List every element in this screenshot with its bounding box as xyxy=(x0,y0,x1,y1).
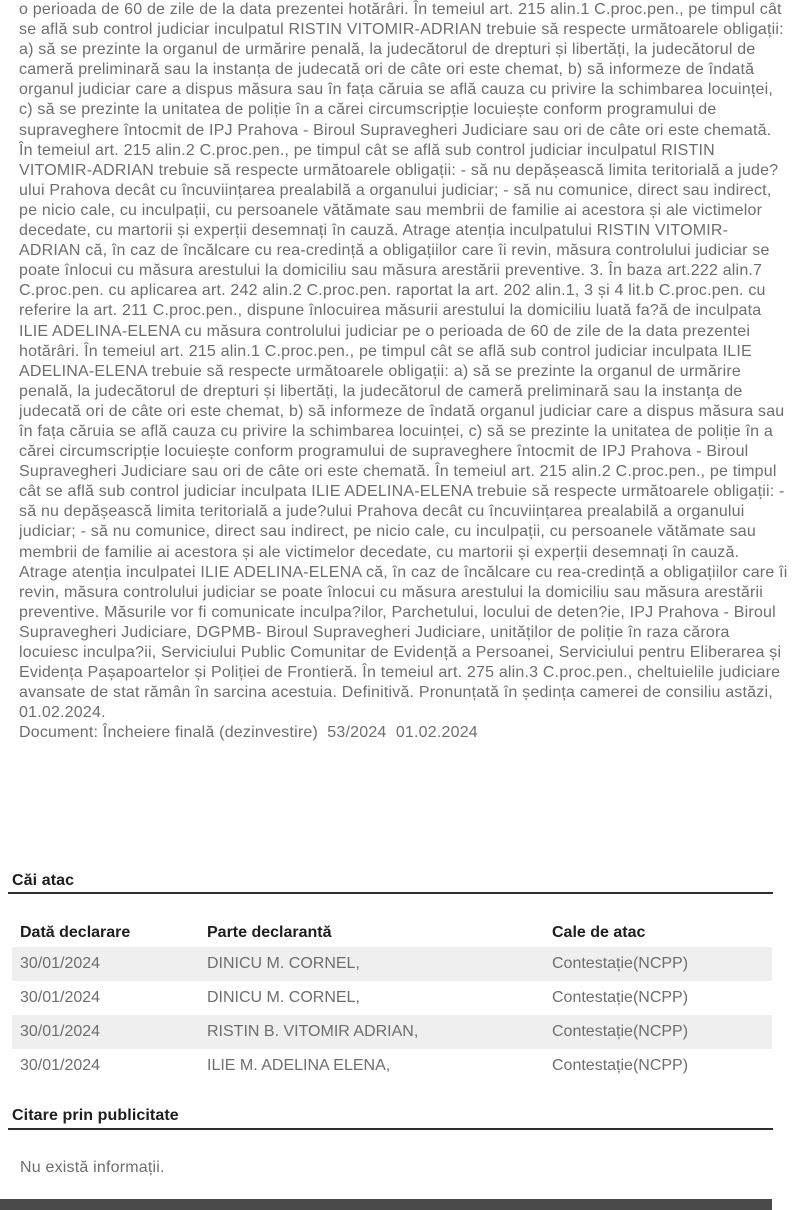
column-header-appeal-type: Cale de atac xyxy=(552,924,646,941)
cell-party: ILIE M. ADELINA ELENA, xyxy=(207,1057,391,1074)
cell-party: RISTIN B. VITOMIR ADRIAN, xyxy=(207,1023,419,1040)
cell-appeal-type: Contestație(NCPP) xyxy=(552,1057,689,1074)
cell-party: DINICU M. CORNEL, xyxy=(207,955,360,972)
cell-date: 30/01/2024 xyxy=(20,955,101,972)
cell-date: 30/01/2024 xyxy=(20,1057,101,1074)
appeals-table-header-row xyxy=(12,919,772,947)
no-information-text: Nu există informații. xyxy=(20,1159,165,1176)
cell-appeal-type: Contestație(NCPP) xyxy=(552,955,689,972)
appeals-section-divider xyxy=(8,892,773,894)
column-header-date-declared: Dată declarare xyxy=(20,924,131,941)
appeals-table xyxy=(12,919,772,1083)
table-row xyxy=(12,1015,772,1049)
citation-section-title: Citare prin publicitate xyxy=(12,1107,179,1124)
footer-bar xyxy=(0,1199,772,1210)
citation-section-divider xyxy=(8,1128,773,1130)
decision-text-block xyxy=(19,0,789,846)
decision-body-text: o perioada de 60 de zile de la data prezentei hotărâri. În temeiul art. 215 alin.1 C.proc.pen., pe timpul cât se află sub control judiciar inculpatul RISTIN VITOMIR-ADRIAN trebuie să respecte următoarele obligații: a) să se prezinte la organul de urmărire penală, la judecătorul de drepturi și libertăți, la judecătorul de cameră preliminară sau la instanța de judecată ori de câte ori este chemat, b) să informeze de îndată organul judiciar care a dispus măsura sau în fața căruia se află cauza cu privire la schimbarea locuinței, c) să se prezinte la unitatea de poliție în a cărei circumscripție locuiește conform programului de supraveghere întocmit de IPJ Prahova - Biroul Supravegheri Judiciare sau ori de câte ori este chemată. În temeiul art. 215 alin.2 C.proc.pen., pe timpul cât se află sub control judiciar inculpatul RISTIN VITOMIR-ADRIAN trebuie să respecte următoarele obligații: - să nu depășească limita teritorială a jude?ului Prahova decât cu încuviințarea prealabilă a organului judiciar; - să nu comunice, direct sau indirect, pe nicio cale, cu inculpații, cu persoanele vătămate sau membrii de familie ai acestora și ale victimelor decedate, cu martorii și experții desemnați în cauză. Atrage atenția inculpatului RISTIN VITOMIR-ADRIAN că, în caz de încălcare cu rea-credință a obligațiilor care îi revin, măsura controlului judiciar se poate înlocui cu măsura arestului la domiciliu sau măsura arestării preventive. 3. În baza art.222 alin.7 C.proc.pen. cu aplicarea art. 242 alin.2 C.proc.pen. raportat la art. 202 alin.1, 3 și 4 lit.b C.proc.pen. cu referire la art. 211 C.proc.pen., dispune înlocuirea măsurii arestului la domiciliu luată fa?ă de inculpata ILIE ADELINA-ELENA cu măsura controlului judiciar pe o perioada de 60 de zile de la data prezentei hotărâri. În temeiul art. 215 alin.1 C.proc.pen., pe timpul cât se află sub control judiciar inculpata ILIE ADELINA-ELENA trebuie să respecte următoarele obligații: a) să se prezinte la organul de urmărire penală, la judecătorul de drepturi și libertăți, la judecătorul de cameră preliminară sau la instanța de judecată ori de câte ori este chemat, b) să informeze de îndată organul judiciar care a dispus măsura sau în fața căruia se află cauza cu privire la schimbarea locuinței, c) să se prezinte la unitatea de poliție în a cărei circumscripție locuiește conform programului de supraveghere întocmit de IPJ Prahova - Biroul Supravegheri Judiciare sau ori de câte ori este chemată. În temeiul art. 215 alin.2 C.proc.pen., pe timpul cât se află sub control judiciar inculpata ILIE ADELINA-ELENA trebuie să respecte următoarele obligații: - să nu depășească limita teritorială a jude?ului Prahova decât cu încuviințarea prealabilă a organului judiciar; - să nu comunice, direct sau indirect, pe nicio cale, cu inculpații, cu persoanele vătămate sau membrii de familie ai acestora și ale victimelor decedate, cu martorii și experții desemnați în cauză. Atrage atenția inculpatei ILIE ADELINA-ELENA că, în caz de încălcare cu rea-credință a obligațiilor care îi revin, măsura controlului judiciar se poate înlocui cu măsura arestului la domiciliu sau măsura arestării preventive. Măsurile vor fi comunicate inculpa?ilor, Parchetului, locului de deten?ie, IPJ Prahova - Biroul Supravegheri Judiciare, DGPMB- Biroul Supravegheri Judiciare, unităților de poliție în raza cărora locuiesc inculpa?ii, Serviciului Public Comunitar de Evidență a Persoanei, Serviciului pentru Eliberarea și Evidența Pașapoartelor și Poliției de Frontieră. În temeiul art. 275 alin.3 C.proc.pen., cheltuielile judiciare avansate de stat rămân în sarcina acestuia. Definitivă. Pronunțată în ședința camerei de consiliu astăzi, 01.02.2024. xyxy=(19,1,788,722)
cell-appeal-type: Contestație(NCPP) xyxy=(552,1023,689,1040)
appeals-section-title: Căi atac xyxy=(12,872,75,889)
document-line: Document: Încheiere finală (dezinvestire) 53/2024 01.02.2024 xyxy=(19,724,478,742)
cell-date: 30/01/2024 xyxy=(20,989,101,1006)
table-row xyxy=(12,981,772,1015)
column-header-declaring-party: Parte declarantă xyxy=(207,924,332,941)
table-row xyxy=(12,947,772,981)
cell-party: DINICU M. CORNEL, xyxy=(207,989,360,1006)
cell-date: 30/01/2024 xyxy=(20,1023,101,1040)
table-row xyxy=(12,1049,772,1083)
cell-appeal-type: Contestație(NCPP) xyxy=(552,989,689,1006)
